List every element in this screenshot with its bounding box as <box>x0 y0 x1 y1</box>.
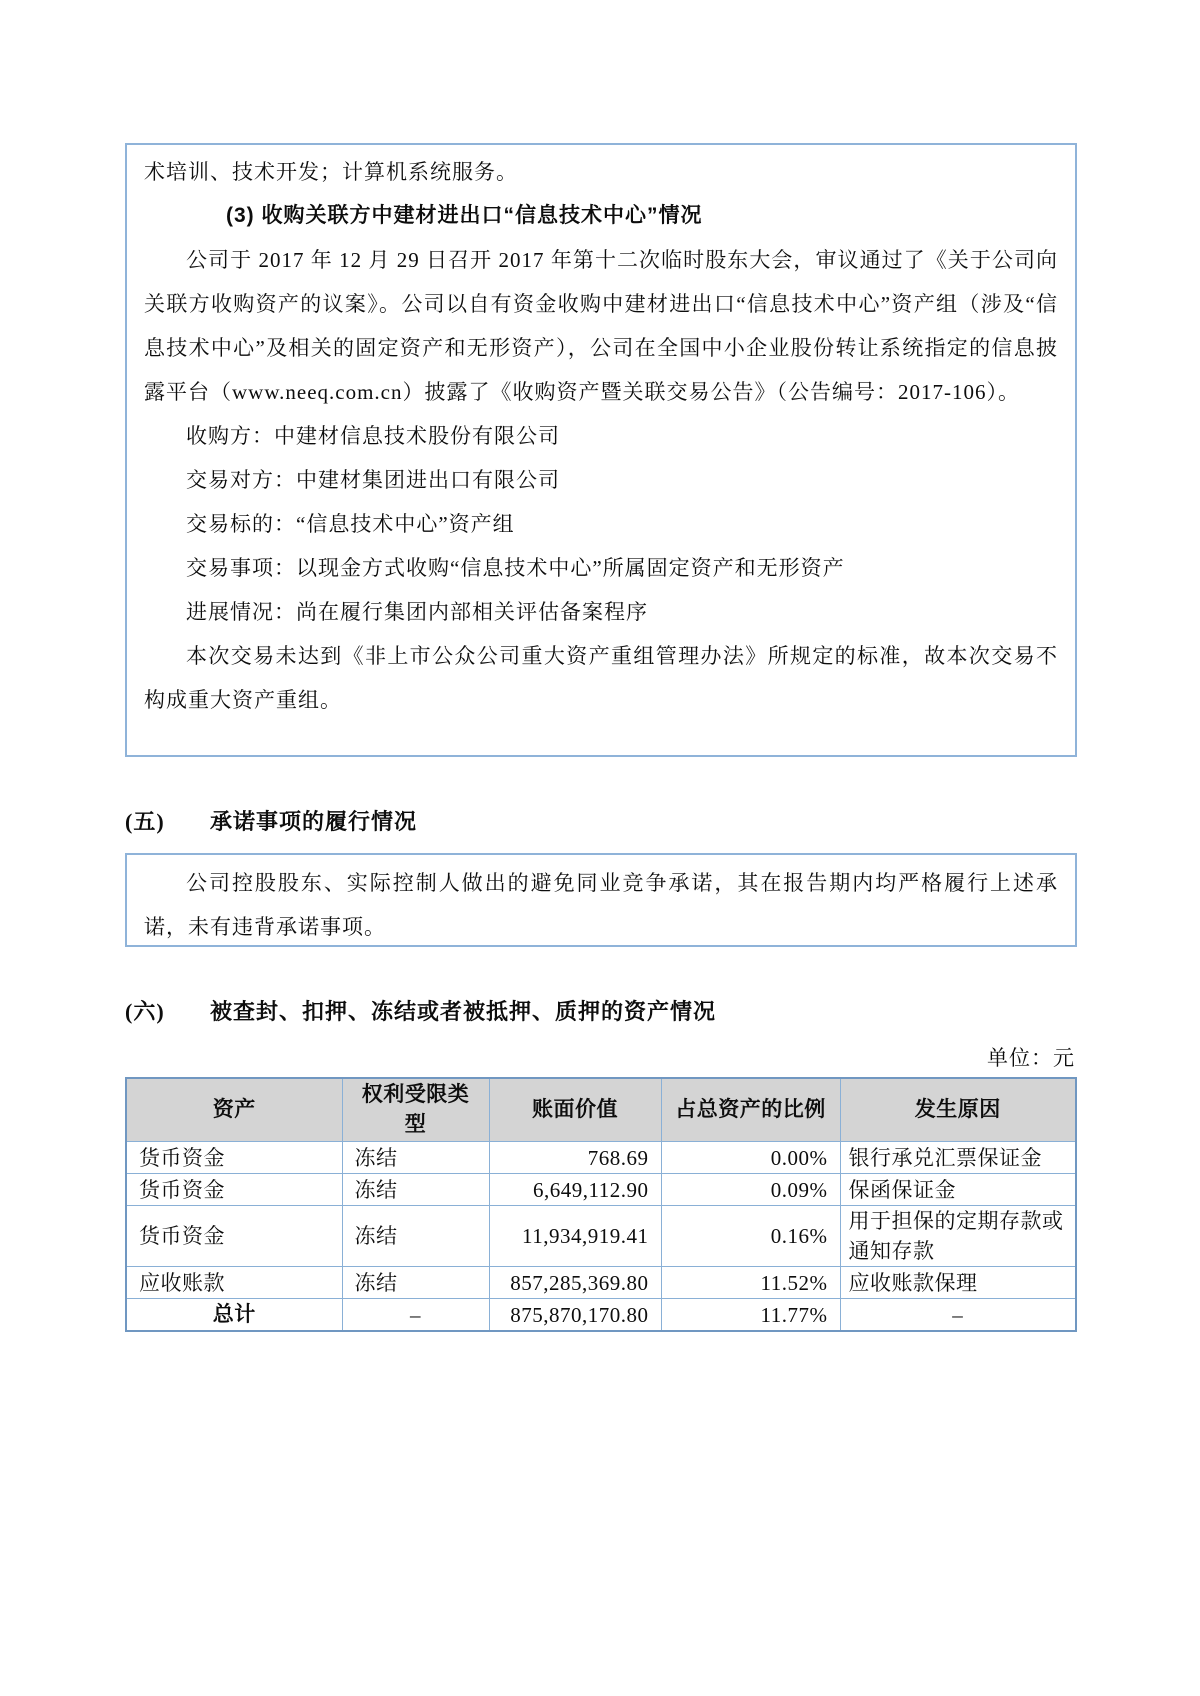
detail-target: 交易标的：“信息技术中心”资产组 <box>186 512 515 536</box>
cell-restriction-type: – <box>342 1299 489 1332</box>
column-header-restriction-type <box>342 1078 489 1142</box>
commitment-text: 公司控股股东、实际控制人做出的避免同业竞争承诺，其在报告期内均严格履行上述承诺，未有违背承诺事项。 <box>144 871 1058 939</box>
section-five-number: (五) <box>125 809 165 834</box>
detail-progress: 进展情况：尚在履行集团内部相关评估备案程序 <box>186 600 648 624</box>
cell-restriction-type: 冻结 <box>342 1174 489 1206</box>
cell-ratio: 0.16% <box>661 1206 840 1267</box>
continuation-text: 术培训、技术开发；计算机系统服务。 <box>144 160 518 184</box>
cell-reason: 用于担保的定期存款或通知存款 <box>840 1206 1076 1267</box>
table-row <box>126 1267 1076 1299</box>
table-row <box>126 1142 1076 1174</box>
cell-ratio: 11.77% <box>661 1299 840 1332</box>
table-row <box>126 1174 1076 1206</box>
restricted-assets-table <box>125 1077 1077 1332</box>
subsection-3-heading: (3) 收购关联方中建材进出口“信息技术中心”情况 <box>226 204 703 227</box>
detail-transaction: 交易事项：以现金方式收购“信息技术中心”所属固定资产和无形资产 <box>186 556 845 580</box>
cell-book-value: 875,870,170.80 <box>489 1299 661 1332</box>
section-six-heading <box>125 992 716 1032</box>
cell-book-value: 11,934,919.41 <box>489 1206 661 1267</box>
cell-book-value: 857,285,369.80 <box>489 1267 661 1299</box>
acquisition-closing-paragraph: 本次交易未达到《非上市公众公司重大资产重组管理办法》所规定的标准，故本次交易不构成重大资产重组。 <box>144 644 1058 712</box>
cell-total-label: 总计 <box>126 1299 342 1332</box>
section-six-title: 被查封、扣押、冻结或者被抵押、质押的资产情况 <box>210 999 717 1024</box>
cell-asset: 货币资金 <box>126 1142 342 1174</box>
unit-note: 单位：元 <box>987 1046 1075 1070</box>
table-header-row <box>126 1078 1076 1142</box>
detail-counterparty: 交易对方：中建材集团进出口有限公司 <box>186 468 560 492</box>
cell-ratio: 0.00% <box>661 1142 840 1174</box>
cell-reason: 保函保证金 <box>840 1174 1076 1206</box>
column-header-asset: 资产 <box>126 1078 342 1142</box>
cell-book-value: 768.69 <box>489 1142 661 1174</box>
column-header-restriction-type-text: 权利受限类型 <box>361 1083 470 1136</box>
cell-asset: 应收账款 <box>126 1267 342 1299</box>
section-five-title: 承诺事项的履行情况 <box>210 809 418 834</box>
column-header-reason: 发生原因 <box>840 1078 1076 1142</box>
acquisition-info-box <box>125 143 1077 757</box>
cell-book-value: 6,649,112.90 <box>489 1174 661 1206</box>
cell-asset: 货币资金 <box>126 1174 342 1206</box>
section-six-number: (六) <box>125 999 165 1024</box>
cell-ratio: 11.52% <box>661 1267 840 1299</box>
acquisition-paragraph: 公司于 2017 年 12 月 29 日召开 2017 年第十二次临时股东大会，审议通过了《关于公司向关联方收购资产的议案》。公司以自有资金收购中建材进出口“信息技术中心”资产组（涉及“信息技术中心”及相关的固定资产和无形资产），公司在全国中小企业股份转让系统指定的信息披露平台（www.neeq.com.cn）披露了《收购资产暨关联交易公告》（公告编号：2017-106）。 <box>144 248 1058 404</box>
column-header-book-value: 账面价值 <box>489 1078 661 1142</box>
section-five-heading <box>125 802 417 842</box>
table-total-row <box>126 1299 1076 1332</box>
cell-reason: 银行承兑汇票保证金 <box>840 1142 1076 1174</box>
cell-restriction-type: 冻结 <box>342 1267 489 1299</box>
cell-asset: 货币资金 <box>126 1206 342 1267</box>
cell-ratio: 0.09% <box>661 1174 840 1206</box>
column-header-ratio: 占总资产的比例 <box>661 1078 840 1142</box>
cell-reason: 应收账款保理 <box>840 1267 1076 1299</box>
cell-reason: – <box>840 1299 1076 1332</box>
detail-acquirer: 收购方：中建材信息技术股份有限公司 <box>186 424 560 448</box>
table-row <box>126 1206 1076 1267</box>
cell-restriction-type: 冻结 <box>342 1206 489 1267</box>
cell-restriction-type: 冻结 <box>342 1142 489 1174</box>
commitment-box <box>125 853 1077 947</box>
